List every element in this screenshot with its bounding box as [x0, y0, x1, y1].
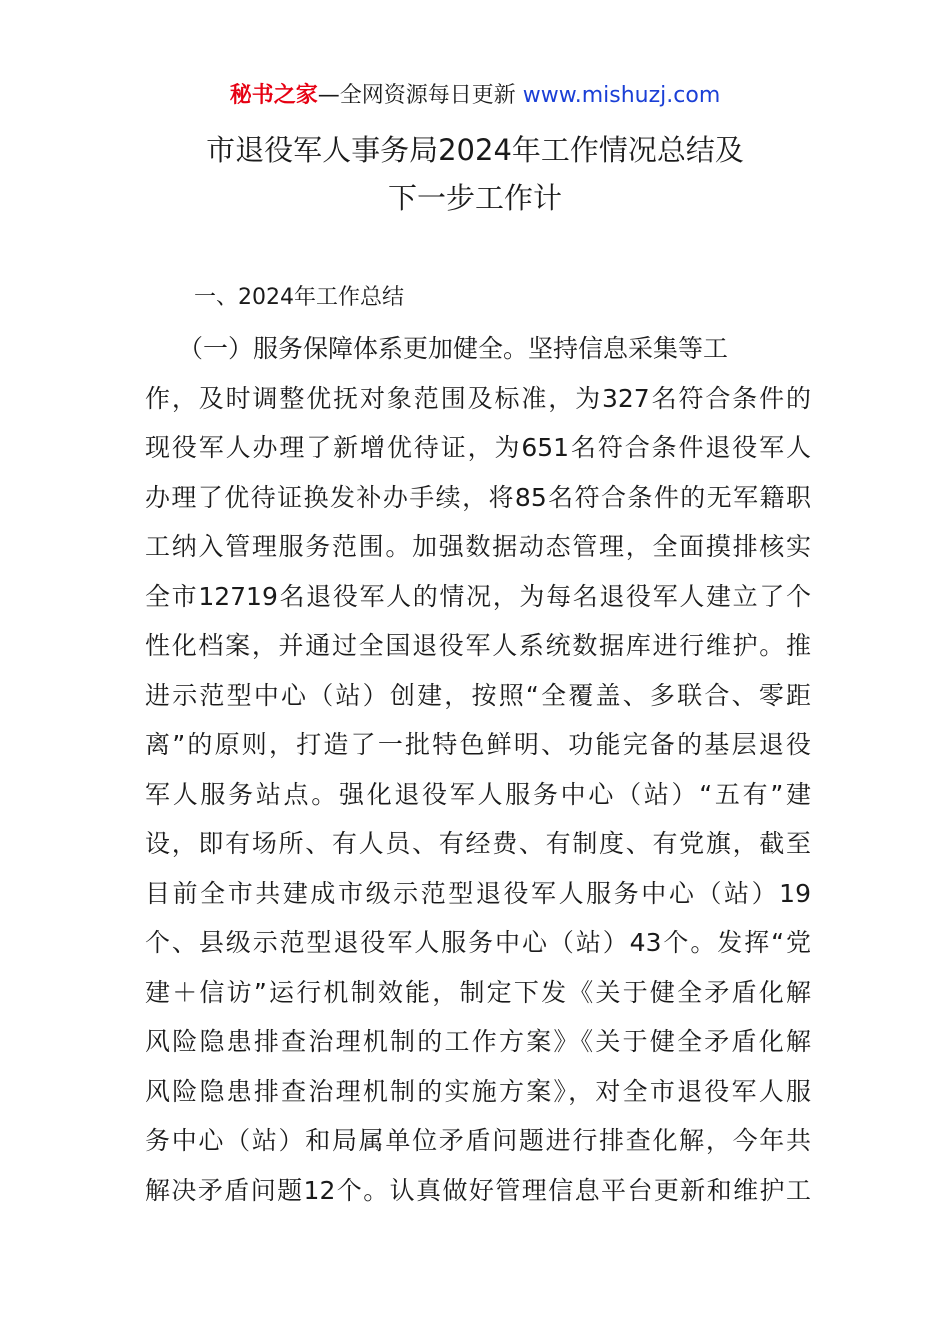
- body-line: 离”的原则，打造了一批特色鲜明、功能完备的基层退役: [145, 730, 811, 759]
- site-tagline: —全网资源每日更新: [317, 83, 516, 108]
- title-line-1: 市退役军人事务局2024年工作情况总结及: [206, 133, 744, 167]
- body-paragraph: [145, 324, 811, 1215]
- body-line: 办理了优待证换发补办手续，将85名符合条件的无军籍职: [145, 482, 811, 512]
- body-line: 个、县级示范型退役军人服务中心（站）43个。发挥“党: [145, 928, 811, 957]
- body-line: 军人服务站点。强化退役军人服务中心（站）“五有”建: [145, 779, 811, 809]
- body-line: 性化档案，并通过全国退役军人系统数据库进行维护。推: [145, 631, 811, 660]
- site-brand: 秘书之家: [229, 83, 318, 108]
- body-line: 务中心（站）和局属单位矛盾问题进行排查化解，今年共: [145, 1126, 811, 1155]
- section-heading: 一、2024年工作总结: [194, 285, 404, 310]
- body-line: 进示范型中心（站）创建，按照“全覆盖、多联合、零距: [145, 680, 811, 710]
- body-line: 风险隐患排查治理机制的工作方案》《关于健全矛盾化解: [145, 1027, 811, 1056]
- body-line: 建＋信访”运行机制效能，制定下发《关于健全矛盾化解: [145, 977, 811, 1007]
- body-line: 工纳入管理服务范围。加强数据动态管理，全面摸排核实: [145, 532, 811, 561]
- body-line: 现役军人办理了新增优待证，为651名符合条件退役军人: [145, 433, 811, 462]
- site-url-link[interactable]: www.mishuzj.com: [522, 83, 721, 108]
- body-line: （一）服务保障体系更加健全。坚持信息采集等工: [178, 334, 729, 363]
- site-header: [0, 80, 950, 112]
- document-title: [0, 126, 950, 222]
- body-line: 作，及时调整优抚对象范围及标准，为327名符合条件的: [145, 383, 811, 413]
- body-line: 解决矛盾问题12个。认真做好管理信息平台更新和维护工: [145, 1175, 811, 1205]
- body-line: 风险隐患排查治理机制的实施方案》，对全市退役军人服: [145, 1076, 811, 1106]
- title-line-2: 下一步工作计: [387, 181, 562, 215]
- body-line: 目前全市共建成市级示范型退役军人服务中心（站）19: [145, 878, 811, 908]
- body-line: 设，即有场所、有人员、有经费、有制度、有党旗，截至: [145, 829, 811, 858]
- body-line: 全市12719名退役军人的情况，为每名退役军人建立了个: [145, 581, 811, 611]
